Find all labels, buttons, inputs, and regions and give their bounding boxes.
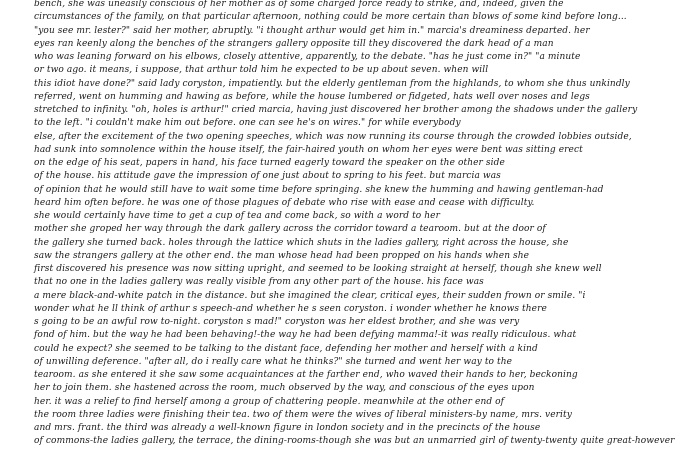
text-line: referred, went on humming and hawing as before, while the house lumbered or fidgeted, hats well over noses and legs [34, 91, 590, 102]
text-line: the gallery she turned back. holes through the lattice which shuts in the ladies gallery, right across the house, she [34, 237, 569, 248]
text-line: on the edge of his seat, papers in hand, his face turned eagerly toward the speaker on the other side [34, 158, 505, 168]
text-line: tearoom. as she entered it she saw some acquaintances at the farther end, who waved their hands to her, beckoning [34, 370, 578, 380]
text-line: first discovered his presence was now sitting upright, and seemed to be looking straight at herself, though she knew well [34, 264, 602, 274]
text-line: mother she groped her way through the dark gallery across the corridor toward a tearoom. but at the door of [34, 224, 546, 235]
text-line: the room three ladies were finishing their tea. two of them were the wives of liberal ministers-by name, mrs. verity [34, 409, 572, 420]
text-line: a mere black-and-white patch in the distance. but she imagined the clear, critical eyes, their sudden frown or smile. "i [34, 290, 586, 301]
text-line: could he expect? she seemed to be talking to the distant face, defending her mother and herself with a kind [34, 343, 538, 354]
text-line: "you see mr. lester?" said her mother, abruptly. "i thought arthur would get him in." marcia's dreaminess departed. her [34, 25, 590, 36]
text-line: her to join them. she hastened across the room, much observed by the way, and conscious of the eyes upon [34, 383, 535, 394]
document-text-body [34, 0, 674, 449]
text-line: who was leaning forward on his elbows, closely attentive, apparently, to the debate. "has he just come in?" "a minute [34, 52, 581, 62]
text-line: bench, she was uneasily conscious of her mother as of some charged force ready to strike, and, indeed, given the [34, 0, 564, 9]
text-line: s going to be an awful row to-night. coryston s mad!" coryston was her eldest brother, and she was very [34, 317, 520, 327]
text-line: heard him often before. he was one of those plagues of debate who rise with ease and cease with difficulty. [34, 197, 535, 208]
text-line: of commons-the ladies gallery, the terrace, the dining-rooms-though she was but an unmarried girl of twenty-twenty quite great-however [34, 436, 675, 447]
text-line: fond of him. but the way he had been behaving!-the way he had been defying mamma!-it was really ridiculous. what [34, 330, 577, 341]
text-line: of opinion that he would still have to wait some time before springing. she knew the humming and hawing gentleman-had [34, 184, 604, 195]
text-line: eyes ran keenly along the benches of the strangers gallery opposite till they discovered the dark head of a man [34, 38, 554, 49]
text-line: circumstances of the family, on that particular afternoon, nothing could be more certain than blows of some kind before long... [34, 12, 627, 23]
text-line: this idiot have done?" said lady coryston, impatiently. but the elderly gentleman from the highlands, to whom she thus unkindly [34, 78, 630, 89]
text-line: of the house. his attitude gave the impression of one just about to spring to his feet. but marcia was [34, 171, 501, 182]
text-line: and mrs. frant. the third was already a well-known figure in london society and in the precincts of the house [34, 423, 541, 433]
text-line: stretched to infinity. "oh, holes is arthur!" cried marcia, having just discovered her brother among the shadows under the gallery [34, 105, 638, 115]
text-line: wonder what he ll think of arthur s speech-and whether he s seen coryston. i wonder whether he knows there [34, 303, 547, 314]
text-line: else, after the excitement of the two opening speeches, which was now running its course through the crowded lobbies outside, [34, 131, 632, 142]
text-line: she would certainly have time to get a cup of tea and come back, so with a word to her [34, 211, 441, 221]
text-line: that no one in the ladies gallery was really visible from any other part of the house. his face was [34, 277, 484, 288]
text-line: to the left. "i couldn't make him out before. one can see he's on wires." for while everybody [34, 118, 461, 129]
text-line: had sunk into somnolence within the house itself, the fair-haired youth on whom her eyes were bent was sitting erect [34, 144, 583, 155]
text-line: her. it was a relief to find herself among a group of chattering people. meanwhile at the other end of [34, 396, 505, 407]
text-line: saw the strangers gallery at the other end. the man whose head had been propped on his hands when she [34, 250, 530, 261]
text-line: of unwilling deference. "after all, do i really care what he thinks?" she turned and went her way to the [34, 356, 513, 367]
text-line: or two ago. it means, i suppose, that arthur told him he expected to be up about seven. when will [34, 65, 489, 76]
